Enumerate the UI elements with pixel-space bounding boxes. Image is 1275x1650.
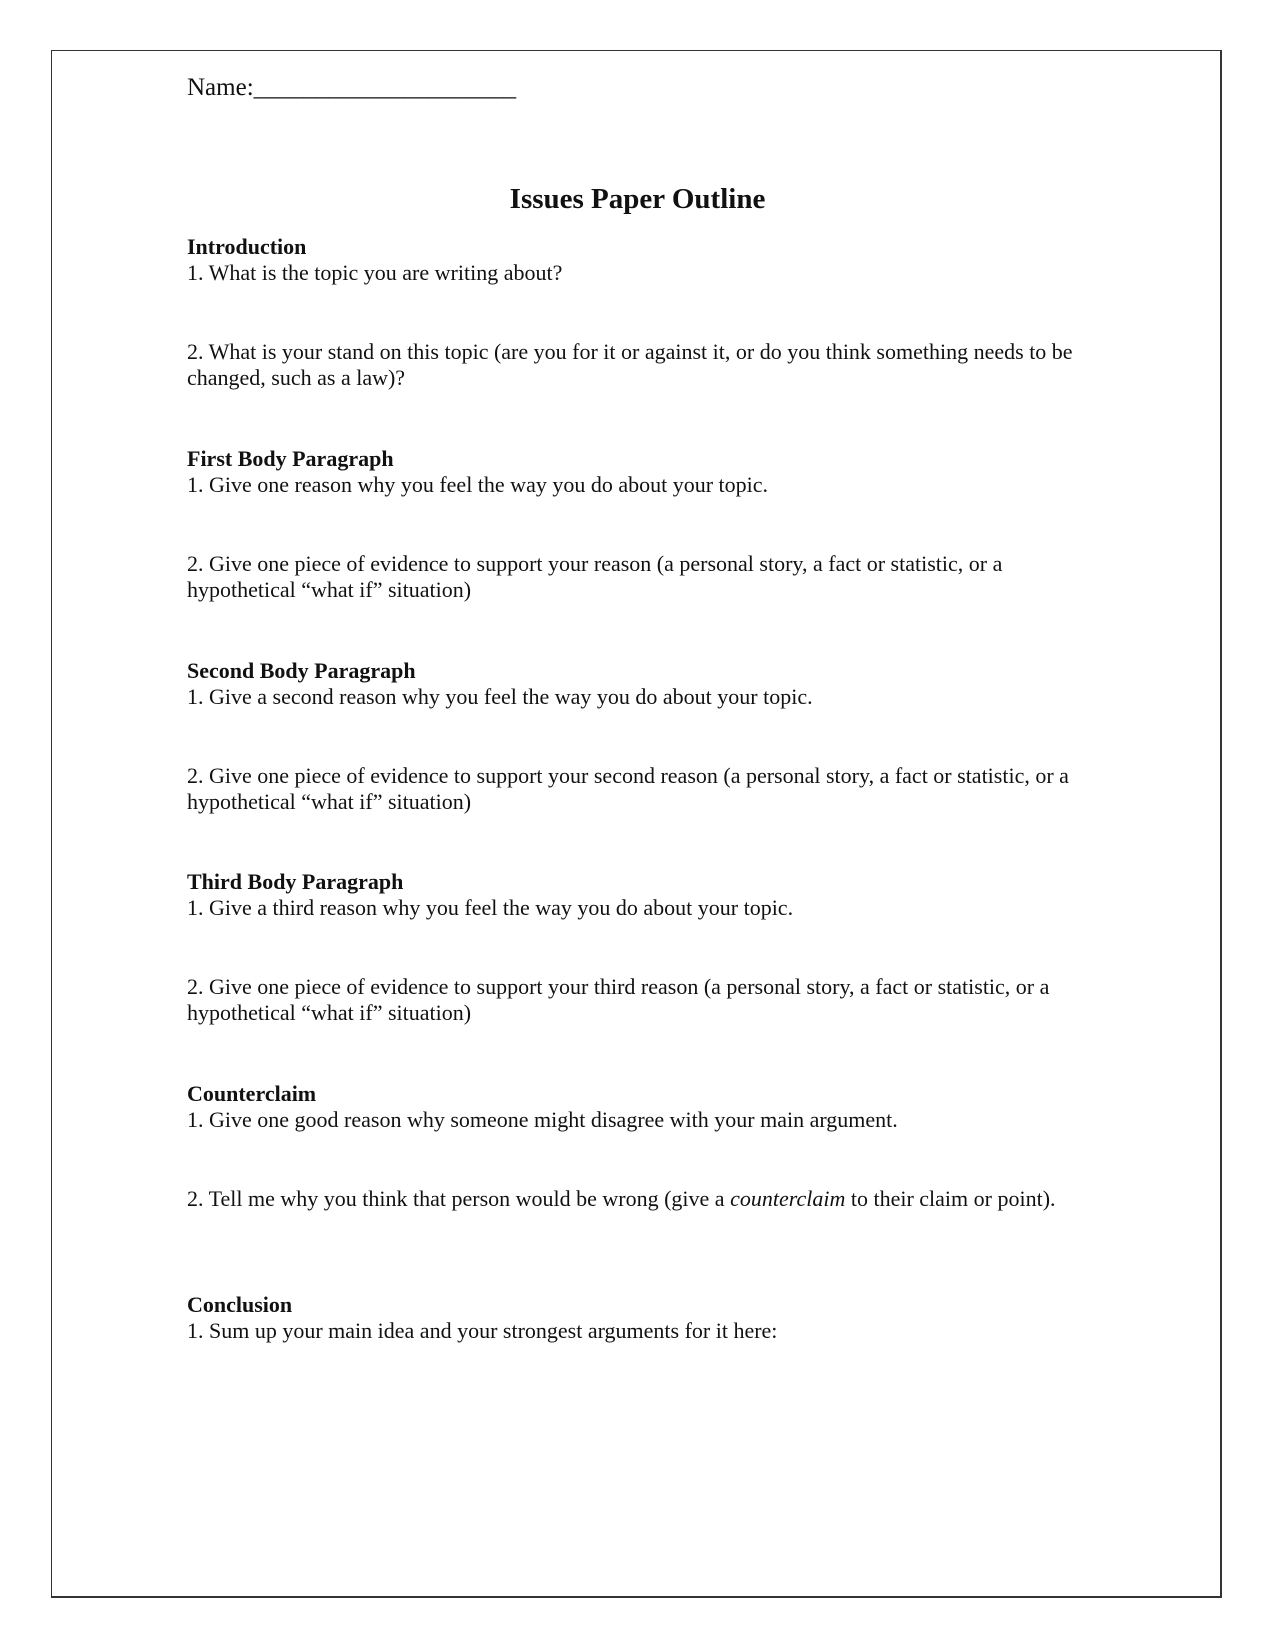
prompt-text: 2. Tell me why you think that person would be wrong (give a: [187, 1186, 731, 1211]
section-conclusion: [187, 1292, 1087, 1344]
page-title: Issues Paper Outline: [509, 183, 766, 215]
prompt-2: 2. Give one piece of evidence to support your second reason (a personal story, a fact or statistic, or a hypothetical “what if” situation): [187, 763, 1069, 814]
prompt-1: 1. Give a third reason why you feel the way you do about your topic.: [187, 895, 794, 920]
prompt-1: 1. What is the topic you are writing about?: [187, 260, 563, 285]
prompt-1: 1. Give a second reason why you feel the way you do about your topic.: [187, 684, 813, 709]
prompt-2: 2. Give one piece of evidence to support your third reason (a personal story, a fact or statistic, or a hypothetical “what if” situation): [187, 974, 1050, 1025]
section-heading: Second Body Paragraph: [187, 658, 416, 683]
prompt-2: 2. Give one piece of evidence to support your reason (a personal story, a fact or statistic, or a hypothetical “what if” situation): [187, 551, 1003, 602]
emphasized-term: counterclaim: [730, 1186, 846, 1211]
section-second-body-paragraph: [187, 658, 1087, 815]
section-heading: Third Body Paragraph: [187, 869, 404, 894]
section-heading: Introduction: [187, 234, 307, 259]
name-field[interactable]: [187, 74, 516, 102]
section-first-body-paragraph: [187, 446, 1087, 603]
name-label: Name:: [187, 74, 254, 101]
name-blank-line[interactable]: _____________________: [253, 74, 517, 101]
prompt-text: to their claim or point).: [845, 1186, 1056, 1211]
prompt-2: 2. What is your stand on this topic (are you for it or against it, or do you think something needs to be changed, such as a law)?: [187, 339, 1073, 390]
section-heading: Counterclaim: [187, 1081, 317, 1106]
prompt-1: 1. Give one reason why you feel the way you do about your topic.: [187, 472, 769, 497]
prompt-1: 1. Give one good reason why someone might disagree with your main argument.: [187, 1107, 898, 1132]
section-introduction: [187, 234, 1087, 391]
section-third-body-paragraph: [187, 869, 1087, 1026]
section-heading: Conclusion: [187, 1292, 293, 1317]
section-heading: First Body Paragraph: [187, 446, 394, 471]
prompt-1: 1. Sum up your main idea and your strongest arguments for it here:: [187, 1318, 778, 1343]
section-counterclaim: [187, 1081, 1087, 1212]
prompt-2: [187, 1186, 1087, 1212]
